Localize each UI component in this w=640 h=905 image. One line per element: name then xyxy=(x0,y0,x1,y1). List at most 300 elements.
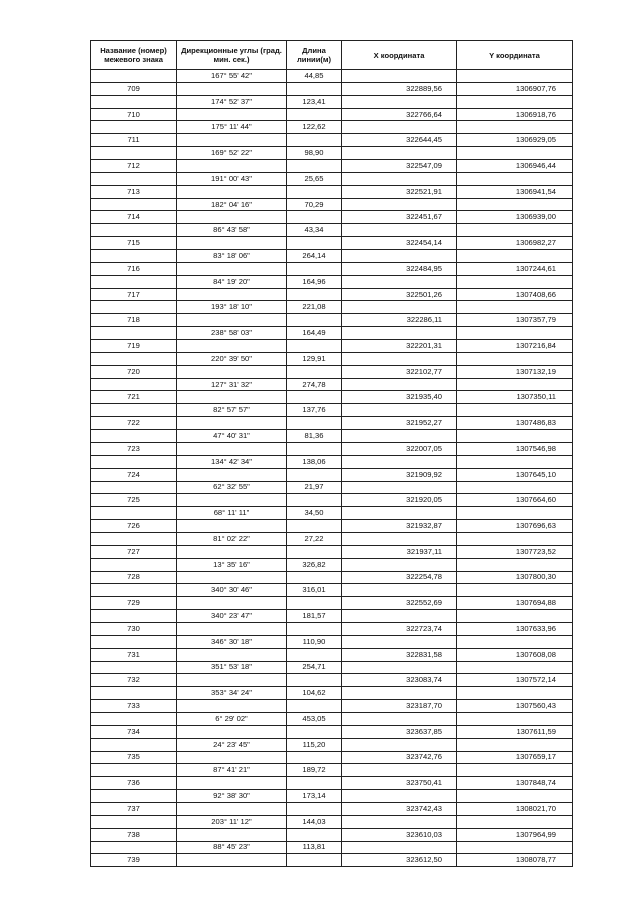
x-coordinate-cell: 323083,74 xyxy=(342,674,457,687)
point-row xyxy=(91,751,573,764)
line-length-cell xyxy=(287,520,342,533)
point-name-cell xyxy=(91,327,177,340)
coordinates-table xyxy=(90,40,573,867)
line-length-cell: 43,34 xyxy=(287,224,342,237)
point-row xyxy=(91,494,573,507)
x-coordinate-cell: 323750,41 xyxy=(342,777,457,790)
direction-angle-cell: 87° 41' 21" xyxy=(177,764,287,777)
direction-angle-cell xyxy=(177,262,287,275)
direction-angle-cell xyxy=(177,108,287,121)
line-length-cell: 164,96 xyxy=(287,275,342,288)
line-length-cell: 113,81 xyxy=(287,841,342,854)
segment-row xyxy=(91,790,573,803)
direction-angle-cell xyxy=(177,494,287,507)
line-length-cell: 181,57 xyxy=(287,610,342,623)
x-coordinate-cell xyxy=(342,712,457,725)
direction-angle-cell xyxy=(177,160,287,173)
line-length-cell xyxy=(287,494,342,507)
line-length-cell: 144,03 xyxy=(287,815,342,828)
y-coordinate-cell: 1307572,14 xyxy=(457,674,573,687)
header-direction-angle: Дирекционные углы (град. мин. сек.) xyxy=(177,41,287,70)
segment-row xyxy=(91,764,573,777)
segment-row xyxy=(91,507,573,520)
y-coordinate-cell: 1307350,11 xyxy=(457,391,573,404)
y-coordinate-cell xyxy=(457,172,573,185)
y-coordinate-cell: 1307645,10 xyxy=(457,468,573,481)
x-coordinate-cell xyxy=(342,507,457,520)
x-coordinate-cell: 323637,85 xyxy=(342,725,457,738)
point-name-cell xyxy=(91,95,177,108)
x-coordinate-cell: 322889,56 xyxy=(342,82,457,95)
line-length-cell: 122,62 xyxy=(287,121,342,134)
y-coordinate-cell: 1308021,70 xyxy=(457,802,573,815)
y-coordinate-cell: 1307964,99 xyxy=(457,828,573,841)
x-coordinate-cell: 321932,87 xyxy=(342,520,457,533)
x-coordinate-cell: 322547,09 xyxy=(342,160,457,173)
direction-angle-cell xyxy=(177,237,287,250)
x-coordinate-cell xyxy=(342,815,457,828)
point-row xyxy=(91,674,573,687)
segment-row xyxy=(91,815,573,828)
point-name-cell: 720 xyxy=(91,365,177,378)
y-coordinate-cell: 1307848,74 xyxy=(457,777,573,790)
y-coordinate-cell xyxy=(457,301,573,314)
y-coordinate-cell: 1307486,83 xyxy=(457,417,573,430)
direction-angle-cell: 238° 58' 03" xyxy=(177,327,287,340)
point-row xyxy=(91,520,573,533)
y-coordinate-cell xyxy=(457,687,573,700)
y-coordinate-cell xyxy=(457,455,573,468)
x-coordinate-cell: 322286,11 xyxy=(342,314,457,327)
x-coordinate-cell: 321920,05 xyxy=(342,494,457,507)
segment-row xyxy=(91,841,573,854)
direction-angle-cell xyxy=(177,648,287,661)
point-row xyxy=(91,185,573,198)
segment-row xyxy=(91,687,573,700)
point-name-cell xyxy=(91,198,177,211)
point-name-cell xyxy=(91,352,177,365)
direction-angle-cell: 86° 43' 58" xyxy=(177,224,287,237)
line-length-cell: 326,82 xyxy=(287,558,342,571)
segment-row xyxy=(91,352,573,365)
line-length-cell: 21,97 xyxy=(287,481,342,494)
point-name-cell xyxy=(91,610,177,623)
direction-angle-cell xyxy=(177,340,287,353)
y-coordinate-cell xyxy=(457,275,573,288)
point-name-cell xyxy=(91,790,177,803)
segment-row xyxy=(91,661,573,674)
point-name-cell xyxy=(91,250,177,263)
segment-row xyxy=(91,532,573,545)
segment-row xyxy=(91,250,573,263)
line-length-cell xyxy=(287,82,342,95)
segment-row xyxy=(91,610,573,623)
x-coordinate-cell xyxy=(342,610,457,623)
point-name-cell: 732 xyxy=(91,674,177,687)
direction-angle-cell: 191° 00' 43" xyxy=(177,172,287,185)
x-coordinate-cell: 322831,58 xyxy=(342,648,457,661)
direction-angle-cell xyxy=(177,751,287,764)
point-name-cell: 716 xyxy=(91,262,177,275)
direction-angle-cell xyxy=(177,211,287,224)
direction-angle-cell: 92° 38' 30" xyxy=(177,790,287,803)
line-length-cell: 137,76 xyxy=(287,404,342,417)
point-name-cell xyxy=(91,712,177,725)
line-length-cell: 453,05 xyxy=(287,712,342,725)
line-length-cell xyxy=(287,108,342,121)
x-coordinate-cell: 323742,76 xyxy=(342,751,457,764)
x-coordinate-cell: 323610,03 xyxy=(342,828,457,841)
x-coordinate-cell xyxy=(342,250,457,263)
y-coordinate-cell xyxy=(457,404,573,417)
x-coordinate-cell xyxy=(342,661,457,674)
y-coordinate-cell xyxy=(457,507,573,520)
x-coordinate-cell: 323612,50 xyxy=(342,854,457,867)
y-coordinate-cell: 1306918,76 xyxy=(457,108,573,121)
x-coordinate-cell xyxy=(342,404,457,417)
segment-row xyxy=(91,481,573,494)
point-name-cell xyxy=(91,481,177,494)
x-coordinate-cell xyxy=(342,95,457,108)
y-coordinate-cell xyxy=(457,841,573,854)
point-name-cell xyxy=(91,764,177,777)
segment-row xyxy=(91,224,573,237)
y-coordinate-cell: 1307357,79 xyxy=(457,314,573,327)
point-row xyxy=(91,442,573,455)
x-coordinate-cell: 322723,74 xyxy=(342,622,457,635)
y-coordinate-cell: 1306907,76 xyxy=(457,82,573,95)
x-coordinate-cell xyxy=(342,147,457,160)
point-row xyxy=(91,391,573,404)
x-coordinate-cell xyxy=(342,532,457,545)
y-coordinate-cell: 1307560,43 xyxy=(457,700,573,713)
line-length-cell: 254,71 xyxy=(287,661,342,674)
direction-angle-cell xyxy=(177,571,287,584)
segment-row xyxy=(91,198,573,211)
point-name-cell xyxy=(91,841,177,854)
line-length-cell xyxy=(287,185,342,198)
point-row xyxy=(91,622,573,635)
point-row xyxy=(91,237,573,250)
point-name-cell: 715 xyxy=(91,237,177,250)
point-name-cell xyxy=(91,147,177,160)
x-coordinate-cell: 322451,67 xyxy=(342,211,457,224)
direction-angle-cell xyxy=(177,854,287,867)
segment-row xyxy=(91,455,573,468)
x-coordinate-cell xyxy=(342,352,457,365)
x-coordinate-cell: 322254,78 xyxy=(342,571,457,584)
line-length-cell xyxy=(287,648,342,661)
x-coordinate-cell: 322766,64 xyxy=(342,108,457,121)
point-name-cell: 734 xyxy=(91,725,177,738)
line-length-cell xyxy=(287,314,342,327)
y-coordinate-cell: 1307611,59 xyxy=(457,725,573,738)
x-coordinate-cell xyxy=(342,224,457,237)
line-length-cell xyxy=(287,622,342,635)
direction-angle-cell xyxy=(177,134,287,147)
point-name-cell: 710 xyxy=(91,108,177,121)
line-length-cell xyxy=(287,160,342,173)
x-coordinate-cell: 322102,77 xyxy=(342,365,457,378)
y-coordinate-cell xyxy=(457,430,573,443)
x-coordinate-cell: 321935,40 xyxy=(342,391,457,404)
direction-angle-cell: 81° 02' 22" xyxy=(177,532,287,545)
x-coordinate-cell: 322484,95 xyxy=(342,262,457,275)
point-row xyxy=(91,725,573,738)
segment-row xyxy=(91,301,573,314)
x-coordinate-cell: 322552,69 xyxy=(342,597,457,610)
point-row xyxy=(91,134,573,147)
direction-angle-cell: 203° 11' 12" xyxy=(177,815,287,828)
direction-angle-cell: 24° 23' 45" xyxy=(177,738,287,751)
x-coordinate-cell: 322644,45 xyxy=(342,134,457,147)
x-coordinate-cell xyxy=(342,790,457,803)
y-coordinate-cell: 1306946,44 xyxy=(457,160,573,173)
y-coordinate-cell xyxy=(457,532,573,545)
x-coordinate-cell: 322007,05 xyxy=(342,442,457,455)
direction-angle-cell: 174° 52' 37" xyxy=(177,95,287,108)
point-row xyxy=(91,468,573,481)
x-coordinate-cell: 322501,26 xyxy=(342,288,457,301)
segment-row xyxy=(91,430,573,443)
point-name-cell xyxy=(91,224,177,237)
x-coordinate-cell xyxy=(342,275,457,288)
line-length-cell xyxy=(287,134,342,147)
point-name-cell xyxy=(91,507,177,520)
direction-angle-cell xyxy=(177,82,287,95)
line-length-cell xyxy=(287,725,342,738)
y-coordinate-cell xyxy=(457,121,573,134)
direction-angle-cell: 175° 11' 44" xyxy=(177,121,287,134)
segment-row xyxy=(91,378,573,391)
line-length-cell: 27,22 xyxy=(287,532,342,545)
segment-row xyxy=(91,147,573,160)
point-name-cell: 709 xyxy=(91,82,177,95)
point-name-cell xyxy=(91,815,177,828)
point-row xyxy=(91,340,573,353)
x-coordinate-cell: 322521,91 xyxy=(342,185,457,198)
direction-angle-cell xyxy=(177,802,287,815)
direction-angle-cell xyxy=(177,185,287,198)
point-row xyxy=(91,828,573,841)
y-coordinate-cell xyxy=(457,378,573,391)
line-length-cell xyxy=(287,802,342,815)
direction-angle-cell: 84° 19' 20" xyxy=(177,275,287,288)
line-length-cell: 264,14 xyxy=(287,250,342,263)
direction-angle-cell: 47° 40' 31" xyxy=(177,430,287,443)
point-name-cell xyxy=(91,378,177,391)
line-length-cell xyxy=(287,262,342,275)
y-coordinate-cell xyxy=(457,635,573,648)
point-row xyxy=(91,365,573,378)
y-coordinate-cell xyxy=(457,327,573,340)
y-coordinate-cell xyxy=(457,584,573,597)
point-name-cell: 725 xyxy=(91,494,177,507)
direction-angle-cell: 127° 31' 32" xyxy=(177,378,287,391)
point-row xyxy=(91,82,573,95)
point-name-cell: 723 xyxy=(91,442,177,455)
direction-angle-cell: 169° 52' 22" xyxy=(177,147,287,160)
line-length-cell: 189,72 xyxy=(287,764,342,777)
point-name-cell: 735 xyxy=(91,751,177,764)
direction-angle-cell xyxy=(177,597,287,610)
point-row xyxy=(91,417,573,430)
point-name-cell: 738 xyxy=(91,828,177,841)
x-coordinate-cell xyxy=(342,378,457,391)
direction-angle-cell: 88° 45' 23" xyxy=(177,841,287,854)
y-coordinate-cell xyxy=(457,147,573,160)
direction-angle-cell: 346° 30' 18" xyxy=(177,635,287,648)
direction-angle-cell xyxy=(177,442,287,455)
line-length-cell xyxy=(287,828,342,841)
direction-angle-cell xyxy=(177,545,287,558)
point-row xyxy=(91,571,573,584)
line-length-cell: 25,65 xyxy=(287,172,342,185)
direction-angle-cell: 68° 11' 11" xyxy=(177,507,287,520)
line-length-cell xyxy=(287,340,342,353)
y-coordinate-cell xyxy=(457,764,573,777)
line-length-cell xyxy=(287,391,342,404)
line-length-cell xyxy=(287,674,342,687)
x-coordinate-cell: 322454,14 xyxy=(342,237,457,250)
point-row xyxy=(91,700,573,713)
line-length-cell: 138,06 xyxy=(287,455,342,468)
point-row xyxy=(91,314,573,327)
point-name-cell xyxy=(91,687,177,700)
point-name-cell: 721 xyxy=(91,391,177,404)
direction-angle-cell: 340° 23' 47" xyxy=(177,610,287,623)
point-name-cell: 717 xyxy=(91,288,177,301)
point-name-cell xyxy=(91,661,177,674)
direction-angle-cell xyxy=(177,365,287,378)
direction-angle-cell: 134° 42' 34" xyxy=(177,455,287,468)
direction-angle-cell xyxy=(177,288,287,301)
point-row xyxy=(91,597,573,610)
y-coordinate-cell: 1306982,27 xyxy=(457,237,573,250)
x-coordinate-cell xyxy=(342,172,457,185)
direction-angle-cell xyxy=(177,777,287,790)
y-coordinate-cell xyxy=(457,815,573,828)
point-name-cell: 711 xyxy=(91,134,177,147)
segment-row xyxy=(91,712,573,725)
segment-row xyxy=(91,172,573,185)
x-coordinate-cell xyxy=(342,841,457,854)
x-coordinate-cell xyxy=(342,584,457,597)
line-length-cell: 34,50 xyxy=(287,507,342,520)
y-coordinate-cell: 1307408,66 xyxy=(457,288,573,301)
y-coordinate-cell: 1307696,63 xyxy=(457,520,573,533)
point-name-cell: 739 xyxy=(91,854,177,867)
direction-angle-cell: 220° 39' 50" xyxy=(177,352,287,365)
y-coordinate-cell: 1307546,98 xyxy=(457,442,573,455)
point-name-cell: 722 xyxy=(91,417,177,430)
direction-angle-cell xyxy=(177,417,287,430)
x-coordinate-cell xyxy=(342,687,457,700)
point-name-cell: 726 xyxy=(91,520,177,533)
point-row xyxy=(91,160,573,173)
x-coordinate-cell xyxy=(342,455,457,468)
y-coordinate-cell: 1307216,84 xyxy=(457,340,573,353)
point-row xyxy=(91,262,573,275)
x-coordinate-cell: 321952,27 xyxy=(342,417,457,430)
point-row xyxy=(91,802,573,815)
y-coordinate-cell xyxy=(457,198,573,211)
table-body xyxy=(91,70,573,867)
line-length-cell xyxy=(287,777,342,790)
x-coordinate-cell: 321937,11 xyxy=(342,545,457,558)
line-length-cell: 115,20 xyxy=(287,738,342,751)
segment-row xyxy=(91,121,573,134)
point-name-cell xyxy=(91,738,177,751)
direction-angle-cell: 351° 53' 18" xyxy=(177,661,287,674)
line-length-cell xyxy=(287,365,342,378)
x-coordinate-cell xyxy=(342,481,457,494)
x-coordinate-cell xyxy=(342,738,457,751)
direction-angle-cell xyxy=(177,468,287,481)
point-row xyxy=(91,211,573,224)
direction-angle-cell xyxy=(177,622,287,635)
point-name-cell xyxy=(91,70,177,83)
line-length-cell xyxy=(287,288,342,301)
point-row xyxy=(91,648,573,661)
point-name-cell: 719 xyxy=(91,340,177,353)
direction-angle-cell xyxy=(177,828,287,841)
line-length-cell: 123,41 xyxy=(287,95,342,108)
y-coordinate-cell xyxy=(457,352,573,365)
line-length-cell: 129,91 xyxy=(287,352,342,365)
header-x-coordinate: X координата xyxy=(342,41,457,70)
line-length-cell xyxy=(287,854,342,867)
direction-angle-cell xyxy=(177,314,287,327)
y-coordinate-cell xyxy=(457,95,573,108)
segment-row xyxy=(91,404,573,417)
x-coordinate-cell xyxy=(342,198,457,211)
point-name-cell: 731 xyxy=(91,648,177,661)
point-name-cell: 712 xyxy=(91,160,177,173)
x-coordinate-cell xyxy=(342,764,457,777)
y-coordinate-cell: 1306939,00 xyxy=(457,211,573,224)
direction-angle-cell: 167° 55' 42" xyxy=(177,70,287,83)
x-coordinate-cell: 322201,31 xyxy=(342,340,457,353)
y-coordinate-cell: 1307244,61 xyxy=(457,262,573,275)
line-length-cell xyxy=(287,417,342,430)
line-length-cell: 274,78 xyxy=(287,378,342,391)
y-coordinate-cell xyxy=(457,224,573,237)
y-coordinate-cell xyxy=(457,70,573,83)
line-length-cell xyxy=(287,211,342,224)
line-length-cell: 70,29 xyxy=(287,198,342,211)
y-coordinate-cell: 1307694,88 xyxy=(457,597,573,610)
table-header-row xyxy=(91,41,573,70)
x-coordinate-cell: 321909,92 xyxy=(342,468,457,481)
point-name-cell xyxy=(91,532,177,545)
point-name-cell xyxy=(91,121,177,134)
header-y-coordinate: Y координата xyxy=(457,41,573,70)
point-name-cell: 724 xyxy=(91,468,177,481)
direction-angle-cell: 353° 34' 24" xyxy=(177,687,287,700)
y-coordinate-cell: 1307608,08 xyxy=(457,648,573,661)
segment-row xyxy=(91,738,573,751)
point-name-cell xyxy=(91,172,177,185)
y-coordinate-cell xyxy=(457,250,573,263)
point-row xyxy=(91,854,573,867)
y-coordinate-cell: 1307132,19 xyxy=(457,365,573,378)
direction-angle-cell: 13° 35' 16" xyxy=(177,558,287,571)
line-length-cell: 110,90 xyxy=(287,635,342,648)
y-coordinate-cell xyxy=(457,790,573,803)
segment-row xyxy=(91,635,573,648)
point-name-cell: 736 xyxy=(91,777,177,790)
